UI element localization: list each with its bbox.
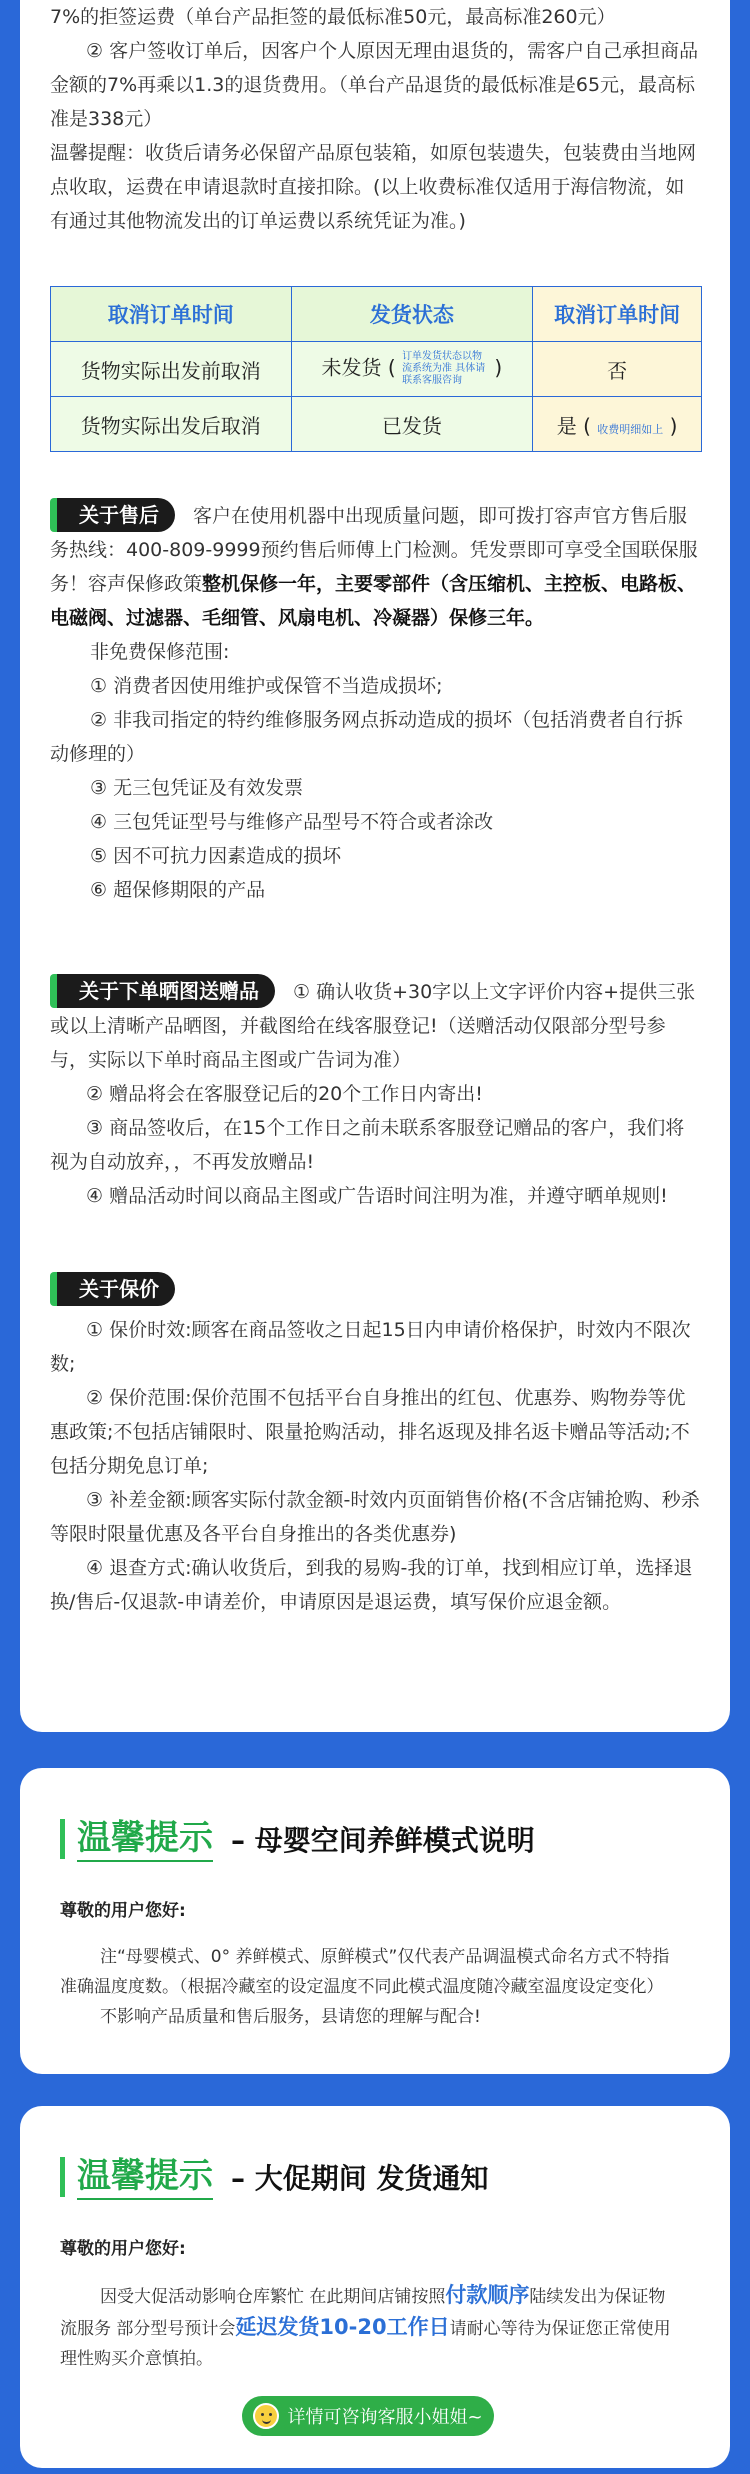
- tip-title: 温馨提示: [77, 1816, 213, 1862]
- price-tag: 关于保价: [50, 1272, 175, 1306]
- price-rule-1: ① 保价时效:顾客在商品签收之日起15日内申请价格保护，时效内不限次数;: [50, 1319, 691, 1375]
- gift-rule-4: ④ 赠品活动时间以商品主图或广告语时间注明为准，并遵守晒单规则!: [86, 1185, 668, 1207]
- list-item: ③ 无三包凭证及有效发票: [90, 777, 304, 799]
- gift-rule-1: ① 确认收货+30字以上文字评价内容+提供三张或以上清晰产品晒图，并截图给在线客服登记!（送赠活动仅限部分型号参与，实际以下单时商品主图或广告词为准）: [50, 981, 696, 1071]
- shipping-table: [50, 286, 702, 452]
- table-cell: 未发货 ( 订单发货状态以物流系统为准 具体请联系客服咨询 ): [291, 342, 533, 397]
- after-sale-section: [50, 498, 702, 907]
- gift-section: [50, 974, 702, 1213]
- gift-tag: 关于下单晒图送赠品: [50, 974, 275, 1008]
- tip-title: 温馨提示: [77, 2154, 213, 2200]
- table-cell: 是 ( 收费明细如上 ): [533, 397, 702, 452]
- table-cell: 已发货: [291, 397, 533, 452]
- list-item: ⑤ 因不可抗力因素造成的损坏: [90, 845, 342, 867]
- after-sale-intro: 客户在使用机器中出现质量问题，即可拨打容声官方售后服务热线：400-809-9999预约售后师傅上门检测。凭发票即可享受全国联保服务！容声保修政策: [50, 505, 698, 595]
- contact-service-button[interactable]: [242, 2396, 494, 2436]
- list-item: ⑥ 超保修期限的产品: [90, 879, 266, 901]
- table-row: [51, 342, 702, 397]
- table-cell: 货物实际出发前取消: [51, 342, 292, 397]
- list-item: ① 消费者因使用维护或保管不当造成损坏;: [90, 675, 443, 697]
- table-header: 取消订单时间: [51, 287, 292, 342]
- highlight-payment-order: 付款顺序: [445, 2283, 530, 2307]
- list-item: ② 非我司指定的特约维修服务网点拆动造成的损坏（包括消费者自行拆动修理的）: [50, 709, 684, 765]
- return-fee-line: ② 客户签收订单后，因客户个人原因无理由退货的，需客户自己承担商品金额的7%再乘以1.3的退货费用。（单台产品退货的最低标准是65元，最高标准是338元）: [50, 40, 699, 130]
- fee-note: 收费明细如上: [597, 422, 664, 436]
- list-item: ④ 三包凭证型号与维修产品型号不符合或者涂改: [90, 811, 494, 833]
- warranty-terms: 整机保修一年，主要零部件（含压缩机、主控板、电路板、电磁阀、过滤器、毛细管、风扇电机、冷凝器）保修三年。: [50, 573, 697, 629]
- tip-card-shipping: [20, 2106, 730, 2468]
- table-cell: 否: [533, 342, 702, 397]
- mascot-icon: [253, 2403, 279, 2429]
- tip-subtitle: – 母婴空间养鲜模式说明: [231, 1824, 535, 1857]
- accent-bar: [60, 2157, 65, 2197]
- tip-paragraph: 注“母婴模式、0° 养鲜模式、原鲜模式”仅代表产品调温模式命名方式不特指准确温度度数。（根据冷藏室的设定温度不同此模式温度随冷藏室温度设定变化）: [60, 1947, 670, 1997]
- tip-heading: [60, 1816, 535, 1862]
- shipping-notice: 因受大促活动影响仓库繁忙 在此期间店铺按照付款顺序陆续发出为保证物流服务 部分型号预计会延迟发货10-20工作日请耐心等待为保证您正常使用 理性购买介意慎拍。: [60, 2283, 671, 2369]
- table-cell: 货物实际出发后取消: [51, 397, 292, 452]
- contact-service-label: 详情可咨询客服小姐姐~: [287, 2407, 483, 2428]
- table-row: [51, 397, 702, 452]
- price-rule-2: ② 保价范围:保价范围不包括平台自身推出的红包、优惠券、购物券等优惠政策;不包括店铺限时、限量抢购活动，排名返现及排名返卡赠品等活动;不包括分期免息订单;: [50, 1387, 690, 1477]
- greeting: 尊敬的用户您好:: [60, 1901, 186, 1921]
- after-sale-tag: 关于售后: [50, 498, 175, 532]
- price-rule-3: ③ 补差金额:顾客实际付款金额-时效内页面销售价格(不含店铺抢购、秒杀等限时限量优惠及各平台自身推出的各类优惠券): [50, 1489, 700, 1545]
- price-protection-section: [50, 1272, 702, 1619]
- tip-paragraph: 不影响产品质量和售后服务，县请您的理解与配合!: [100, 2007, 481, 2027]
- table-header: 取消订单时间: [533, 287, 702, 342]
- tip-body: [60, 1896, 680, 2032]
- accent-bar: [60, 1819, 65, 1859]
- price-rule-4: ④ 退查方式:确认收货后，到我的易购-我的订单，找到相应订单，选择退换/售后-仅退款-申请差价，申请原因是退运费，填写保价应退金额。: [50, 1557, 693, 1613]
- free-warranty-title: 非免费保修范围:: [90, 641, 230, 663]
- greeting: 尊敬的用户您好:: [60, 2239, 186, 2259]
- tip-card-mode: [20, 1768, 730, 2074]
- policy-card: [20, 0, 730, 1732]
- status-note: 订单发货状态以物流系统为准 具体请联系客服咨询: [402, 351, 486, 386]
- packaging-reminder: 温馨提醒：收货后请务必保留产品原包装箱，如原包装遗失，包装费由当地网点收取，运费在申请退款时直接扣除。(以上收费标准仅适用于海信物流，如有通过其他物流发出的订单运费以系统凭证为准。): [50, 142, 697, 232]
- gift-rule-3: ③ 商品签收后，在15个工作日之前未联系客服登记赠品的客户，我们将视为自动放弃，，不再发放赠品!: [50, 1117, 685, 1173]
- table-header: 发货状态: [291, 287, 533, 342]
- tip-heading: [60, 2154, 489, 2200]
- gift-rule-2: ② 赠品将会在客服登记后的20个工作日内寄出!: [86, 1083, 483, 1105]
- tip-body: [60, 2234, 680, 2374]
- highlight-delay: 延迟发货10-20工作日: [235, 2315, 450, 2339]
- return-fee-text: [50, 0, 702, 238]
- tip-subtitle: – 大促期间 发货通知: [231, 2162, 489, 2195]
- reject-fee-line: 7%的拒签运费（单台产品拒签的最低标准50元，最高标准260元）: [50, 6, 616, 28]
